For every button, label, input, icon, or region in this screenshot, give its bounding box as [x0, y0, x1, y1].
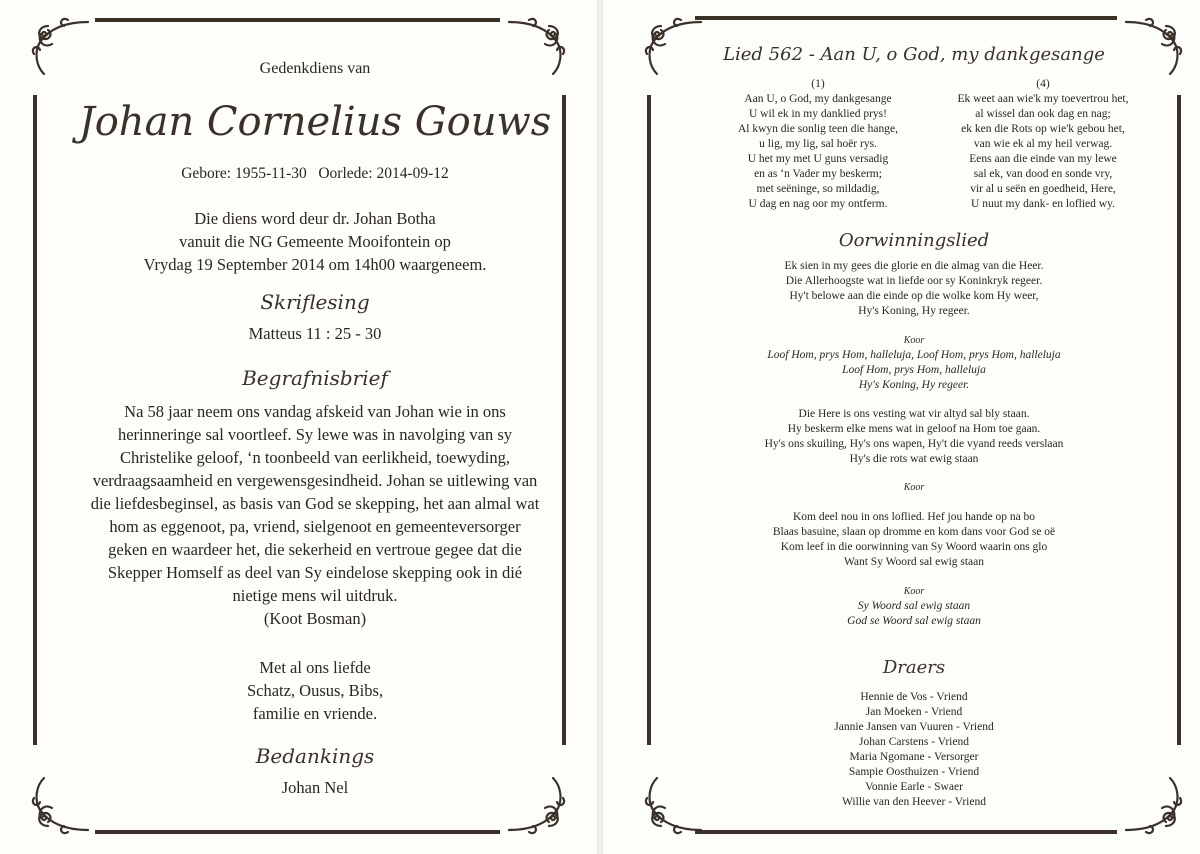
chorus-label: Koor: [903, 335, 925, 346]
bearer-item: Willie van den Heever - Vriend: [842, 796, 986, 808]
chorus-line: Loof Hom, prys Hom, halleluja, Loof Hom, prys Hom, halleluja: [767, 349, 1061, 361]
stanza-line: Die Allerhoogste wat in liefde oor sy Koninkryk regeer.: [785, 275, 1043, 287]
closing-line: Schatz, Ousus, Bibs,: [246, 681, 384, 700]
chorus-line: God se Woord sal ewig staan: [847, 615, 981, 627]
stanza-line: Hy beskerm elke mens wat in geloof na Hom toe gaan.: [787, 423, 1041, 435]
stanza-line: Die Here is ons vesting wat vir altyd sal bly staan.: [798, 408, 1030, 420]
song-stanza-1: [603, 259, 1200, 319]
hymn-verse-4: [933, 77, 1153, 212]
letter-line: Christelike geloof, ‘n toonbeeld van eerlikheid, toewyding,: [120, 448, 510, 467]
service-line: vanuit die NG Gemeente Mooifontein op: [179, 232, 451, 251]
chorus-line: Sy Woord sal ewig staan: [857, 600, 971, 612]
verse-line: ek ken die Rots op wie'k gebou het,: [961, 123, 1125, 135]
bearers-heading: Draers: [882, 657, 946, 678]
birth-death-dates: Gebore: 1955-11-30 Oorlede: 2014-09-12: [181, 165, 449, 182]
victory-song-heading: Oorwinningslied: [838, 230, 990, 251]
closing-line: familie en vriende.: [252, 704, 378, 723]
closing-message: [0, 656, 630, 725]
verse-line: Aan U, o God, my dankgesange: [744, 93, 892, 105]
memorial-subtitle: Gedenkdiens van: [259, 60, 371, 77]
verse-line: en as ‘n Vader my beskerm;: [754, 168, 882, 180]
chorus-line: Loof Hom, prys Hom, halleluja: [842, 364, 986, 376]
thanks-name: Johan Nel: [281, 778, 349, 797]
verse-number: (1): [811, 78, 825, 90]
stanza-line: Hy't belowe aan die einde op die wolke kom Hy weer,: [789, 290, 1039, 302]
letter-line: herinneringe sal voortleef. Sy lewe was in navolging van sy: [117, 425, 513, 444]
left-top-rule: [95, 18, 500, 22]
letter-author: (Koot Bosman): [263, 609, 367, 628]
bearer-item: Maria Ngomane - Versorger: [849, 751, 979, 763]
deceased-name: Johan Cornelius Gouws: [78, 99, 552, 145]
verse-line: sal ek, van dood en sonde vry,: [973, 168, 1113, 180]
verse-line: U dag en nag oor my ontferm.: [748, 198, 888, 210]
hymn-verse-1: [713, 77, 923, 212]
right-bottom-rule: [695, 830, 1117, 834]
bearers-list: [603, 690, 1200, 810]
verse-line: U wil ek in my danklied prys!: [749, 108, 887, 120]
letter-line: nietige mens wil uitdruk.: [232, 586, 398, 605]
letter-line: hom as eggenoot, pa, vriend, sielgenoot en gemeenteversorger: [109, 517, 521, 536]
stanza-line: Want Sy Woord sal ewig staan: [843, 556, 985, 568]
funeral-letter: [0, 400, 630, 630]
closing-line: Met al ons liefde: [259, 658, 371, 677]
chorus-3: [603, 584, 1200, 629]
verse-line: Eens aan die einde van my lewe: [969, 153, 1117, 165]
letter-line: Skepper Homself as deel van Sy eindelose skepping ook in dié: [107, 563, 523, 582]
bearer-item: Hennie de Vos - Vriend: [860, 691, 968, 703]
service-line: Die diens word deur dr. Johan Botha: [194, 209, 436, 228]
bearer-item: Jan Moeken - Vriend: [865, 706, 963, 718]
scripture-heading: Skriflesing: [260, 290, 370, 314]
stanza-line: Hy's die rots wat ewig staan: [849, 453, 979, 465]
thanks-heading: Bedankings: [255, 744, 375, 768]
verse-line: met seëninge, so mildadig,: [756, 183, 880, 195]
letter-heading: Begrafnisbrief: [242, 366, 388, 390]
verse-line: vir al u seën en goedheid, Here,: [970, 183, 1116, 195]
service-details: [0, 207, 630, 276]
chorus-1: [603, 333, 1200, 393]
left-page: [0, 0, 597, 854]
scripture-reference: Matteus 11 : 25 - 30: [248, 324, 382, 343]
letter-line: verdraagsaamheid en vergewensgesindheid. Johan se uitlewing van: [92, 471, 538, 490]
verse-line: al wissel dan ook dag en nag;: [975, 108, 1111, 120]
stanza-line: Hy's Koning, Hy regeer.: [858, 305, 970, 317]
service-line: Vrydag 19 September 2014 om 14h00 waargeneem.: [143, 255, 487, 274]
stanza-line: Hy's ons skuiling, Hy's ons wapen, Hy't die vyand reeds verslaan: [764, 438, 1064, 450]
song-stanza-2: [603, 407, 1200, 467]
verse-line: u lig, my lig, sal hoër rys.: [759, 138, 877, 150]
bearer-item: Sampie Oosthuizen - Vriend: [848, 766, 980, 778]
chorus-label: Koor: [903, 586, 925, 597]
verse-line: Al kwyn die sonlig teen die hange,: [737, 123, 898, 135]
hymn-title: Lied 562 - Aan U, o God, my dankgesange: [723, 44, 1105, 65]
right-page: [603, 0, 1200, 854]
verse-line: U het my met U guns versadig: [747, 153, 889, 165]
bearer-item: Jannie Jansen van Vuuren - Vriend: [834, 721, 994, 733]
bearer-item: Vonnie Earle - Swaer: [865, 781, 963, 793]
stanza-line: Kom leef in die oorwinning van Sy Woord waarin ons glo: [780, 541, 1048, 553]
chorus-line: Hy's Koning, Hy regeer.: [858, 379, 970, 391]
verse-number: (4): [1036, 78, 1050, 90]
verse-line: Ek weet aan wie'k my toevertrou het,: [957, 93, 1129, 105]
song-stanza-3: [603, 510, 1200, 570]
stanza-line: Ek sien in my gees die glorie en die almag van die Heer.: [784, 260, 1044, 272]
letter-line: die liefdesbeginsel, as basis van God se skepping, het aan almal wat: [90, 494, 540, 513]
chorus-2-label: Koor: [903, 482, 925, 493]
stanza-line: Blaas basuine, slaan op dromme en kom dans voor God se oë: [772, 526, 1056, 538]
letter-line: Na 58 jaar neem ons vandag afskeid van Johan wie in ons: [124, 402, 506, 421]
left-bottom-rule: [95, 830, 500, 834]
verse-line: U nuut my dank- en loflied wy.: [971, 198, 1115, 210]
stanza-line: Kom deel nou in ons loflied. Hef jou hande op na bo: [792, 511, 1036, 523]
verse-line: van wie ek al my heil verwag.: [973, 138, 1113, 150]
letter-line: geken en waardeer het, die sekerheid en vertroue gegee dat die: [108, 540, 522, 559]
bearer-item: Johan Carstens - Vriend: [859, 736, 969, 748]
right-top-rule: [695, 16, 1117, 20]
